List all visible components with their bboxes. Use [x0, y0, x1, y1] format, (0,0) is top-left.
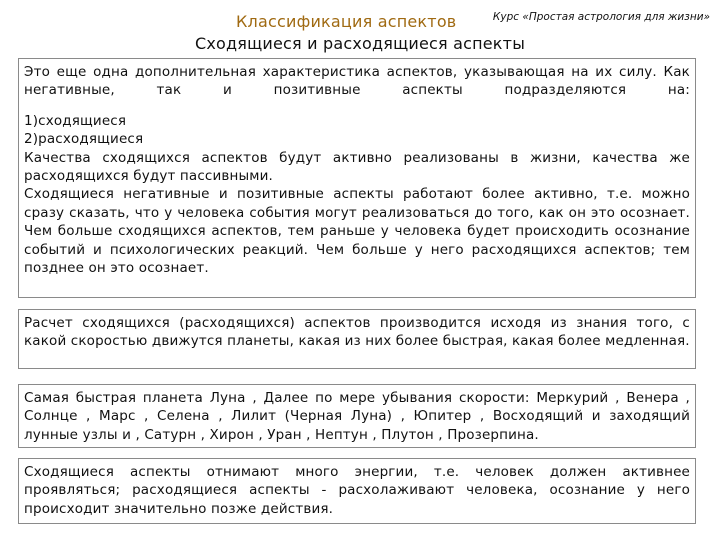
list-item-converging: 1)сходящиеся — [24, 112, 127, 129]
quality-paragraph: Качества сходящихся аспектов будут активно реализованы в жизни, качества же расходящихся будут пассивными. — [24, 149, 690, 185]
energy-box — [18, 458, 696, 524]
calculation-paragraph: Расчет сходящихся (расходящихся) аспектов производится исходя из знания того, с какой скоростью движутся планеты, какая из них более быстрая, какая более медленная. — [24, 315, 690, 350]
effect-paragraph: Сходящиеся негативные и позитивные аспекты работают более активно, т.е. можно сразу сказать, что у человека события могут реализоваться до того, как он это осознает. Чем больше сходящихся аспектов, тем раньше у человека будет происходить осознание событий и психологических реакций. Чем больше у него расходящихся аспектов; тем позднее он это осознает. — [24, 186, 690, 277]
list-item-diverging: 2)расходящиеся — [24, 131, 144, 148]
speed-box — [18, 384, 696, 448]
main-text-box — [18, 58, 696, 298]
intro-line-2: негативные, так и позитивные аспекты подразделяются на: — [24, 82, 690, 99]
course-name: Курс «Простая астрология для жизни» — [492, 11, 710, 23]
speed-paragraph: Самая быстрая планета Луна , Далее по мере убывания скорости: Меркурий , Венера , Солнце , Марс , Селена , Лилит (Черная Луна) , Юпитер , Восходящий и заходящий лунные узлы и , Сатурн , Хирон , Уран , Нептун , Плутон , Прозерпина. — [24, 390, 690, 443]
intro-line-1: Это еще одна дополнительная характеристика аспектов, указывающая на их силу. Как — [24, 64, 690, 80]
page-title: Классификация аспектов — [236, 12, 457, 31]
calculation-box — [18, 309, 696, 369]
energy-paragraph: Сходящиеся аспекты отнимают много энергии, т.е. человек должен активнее проявляться; расходящиеся аспекты - расхолаживают человека, осознание у него происходит значительно позже действия. — [24, 464, 690, 517]
page-subtitle: Сходящиеся и расходящиеся аспекты — [194, 34, 526, 53]
